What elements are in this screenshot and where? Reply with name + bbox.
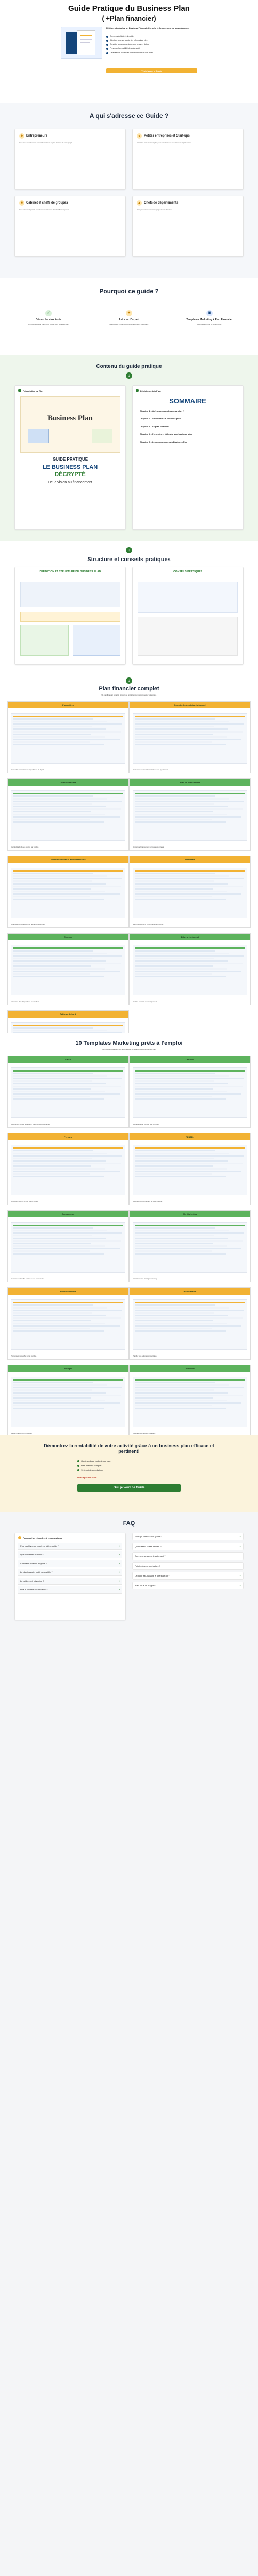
templates-tile-caption: Analyse des forces, faiblesses, opportunités et menaces. <box>11 1123 50 1125</box>
spreadsheet-preview <box>11 713 125 764</box>
templates-tile-head: Persona <box>8 1133 128 1140</box>
templates-tile <box>7 1210 129 1282</box>
structure-left-card <box>14 567 126 665</box>
templates-grid <box>0 1056 258 1435</box>
financial-tile <box>7 856 129 928</box>
checklist-icon: ✓ <box>45 310 52 316</box>
faq-item[interactable] <box>132 1533 244 1540</box>
plus-icon: + <box>239 1545 241 1548</box>
toc-item: Chapitre 4 – Présenter et défendre son business plan <box>140 433 192 435</box>
templates-tile-caption: Calendrier des actions marketing. <box>133 1432 156 1434</box>
contents-left-card <box>14 385 126 530</box>
plus-icon: + <box>119 1545 120 1547</box>
rocket-icon: ➤ <box>137 133 142 139</box>
audience-section <box>0 103 258 278</box>
spreadsheet-preview <box>133 1377 247 1427</box>
spreadsheet-preview <box>11 1222 125 1273</box>
structure-section <box>0 541 258 672</box>
spreadsheet-preview <box>133 1299 247 1350</box>
hero-intro: Rédigez et calculez un Business Plan qui décroche le financement de vos créanciers <box>106 27 190 29</box>
why-item-title: Templates Marketing + Plan Financier <box>186 318 233 321</box>
financial-tile <box>129 856 251 928</box>
contents-right-card <box>132 385 244 530</box>
financial-tile <box>7 778 129 851</box>
spreadsheet-preview <box>133 790 247 841</box>
cta-bullet: Guide pratique du business plan <box>81 1460 111 1462</box>
faq-question: Comment accéder au guide ? <box>20 1562 47 1565</box>
templates-tile-caption: Budget marketing prévisionnel. <box>11 1432 33 1434</box>
spreadsheet-preview <box>11 790 125 841</box>
financial-tile-head: Trésorerie <box>130 856 250 863</box>
plus-icon: + <box>119 1580 120 1582</box>
faq-question: Quel format est le fichier ? <box>20 1553 44 1556</box>
why-item-text: Les conseils d'experts pour éviter les erreurs classiques. <box>109 323 149 325</box>
faq-left-panel <box>14 1533 126 1620</box>
audience-card-title: Petites entreprises et Start-ups <box>144 134 190 138</box>
financial-grid <box>0 701 258 1031</box>
templates-tile-head: Mix Marketing <box>130 1211 250 1217</box>
why-title: Pourquoi ce guide ? <box>99 287 159 295</box>
arrow-down-icon: ↓ <box>126 547 132 553</box>
faq-item[interactable] <box>18 1543 122 1550</box>
faq-item[interactable] <box>18 1560 122 1567</box>
cta-button[interactable]: Oui, je veux ce Guide <box>77 1484 181 1492</box>
spreadsheet-preview <box>133 1222 247 1273</box>
templates-tile-head: Positionnement <box>8 1288 128 1295</box>
guide-cover <box>20 396 120 453</box>
templates-tile-head: Concurrence <box>8 1211 128 1217</box>
financial-intro: Un plan financier complet, structuré et prêt à l'emploi pour présenter votre projet. <box>101 694 157 696</box>
contents-left-label: Présentation du Plan <box>23 389 43 392</box>
audience-card-text: Vous présentez un nouveau projet à votre direction. <box>137 209 172 211</box>
presentation-icon <box>18 389 21 392</box>
audience-card-text: Structurer votre business plan pour convaincre vos investisseurs et partenaires. <box>137 142 191 144</box>
spreadsheet-preview <box>11 1067 125 1118</box>
cta-price: Offre spéciale à 39€ <box>77 1476 97 1479</box>
financial-tile-head: Plan de financement <box>130 779 250 786</box>
hero-bullet: Conduire son argumentaire sans jargon ni détour <box>110 43 150 45</box>
faq-item[interactable] <box>132 1552 244 1560</box>
why-section <box>0 278 258 355</box>
templates-section <box>0 1033 258 1435</box>
faq-left-list <box>18 1543 122 1594</box>
faq-question: Puis-je obtenir une facture ? <box>135 1565 161 1567</box>
toc-item: Chapitre 2 – Structure d'un business plan <box>140 417 181 420</box>
user-icon: ☻ <box>20 134 24 138</box>
template-icon: ▣ <box>206 310 213 316</box>
cta-bullets <box>77 1460 181 1473</box>
templates-tile <box>129 1210 251 1282</box>
toc-item: Chapitre 5 – Les composantes du Business Plan <box>140 440 188 443</box>
audience-card-title: Cabinet et chefs de groupes <box>26 201 68 205</box>
financial-tile-head: Compte de résultat prévisionnel <box>130 702 250 708</box>
cover-foot: De la vision au financement <box>48 481 92 484</box>
financial-tile <box>129 701 251 773</box>
faq-item[interactable] <box>18 1586 122 1594</box>
templates-tile-head: Canevas <box>130 1056 250 1063</box>
hero-subtitle: ( +Plan financier) <box>102 14 156 22</box>
cta-title: Démontrez la rentabilité de votre activité grâce à un business plan efficace et pertinent! <box>44 1443 214 1454</box>
financial-tile-caption: Estimation des charges fixes et variables. <box>11 1001 40 1003</box>
cover-title: Business Plan <box>47 414 93 422</box>
hero-bullet: Détaillez vos besoins et évaluez l'impact de vos choix <box>110 52 153 54</box>
question-icon <box>18 1536 21 1539</box>
toc-item: Chapitre 3 – Le plan financier <box>140 425 169 428</box>
spreadsheet-preview <box>11 1377 125 1427</box>
faq-item[interactable] <box>132 1582 244 1589</box>
hero-image <box>61 27 102 59</box>
financial-tile-caption: Un modèle pour saisir vos hypothèses de départ. <box>11 769 45 771</box>
faq-question: Comment se passe le paiement ? <box>135 1555 166 1557</box>
templates-tile <box>129 1133 251 1205</box>
templates-tile <box>129 1056 251 1128</box>
financial-tile-head: Investissements et amortissements <box>8 856 128 863</box>
templates-tile-head: PESTEL <box>130 1133 250 1140</box>
templates-tile <box>129 1365 251 1437</box>
audience-card-title: Chefs de départements <box>144 201 179 205</box>
financial-tile-head: Tableau de bord <box>8 1011 128 1018</box>
why-item <box>12 310 85 325</box>
financial-tile-caption: Un compte de résultat construit sur vos hypothèses. <box>133 769 169 771</box>
audience-card-text: Vous avez une idée mais pensez à construire le plan financier de votre projet. <box>19 142 73 144</box>
templates-tile <box>7 1133 129 1205</box>
audience-title: A qui s'adresse ce Guide ? <box>89 112 169 120</box>
faq-question: Pour qui s'adresse ce guide ? <box>135 1535 162 1538</box>
hero-bullets <box>106 35 197 56</box>
templates-tile <box>7 1287 129 1360</box>
plus-icon: + <box>239 1565 241 1567</box>
cta-section <box>0 1435 258 1512</box>
templates-intro: Des modèles marketing pour accompagner la rédaction de votre business plan. <box>102 1048 156 1050</box>
briefcase-icon: ■ <box>19 200 24 206</box>
templates-tile <box>7 1056 129 1128</box>
hero-bullet: Présenter la rentabilité de votre projet <box>110 47 140 49</box>
financial-tile <box>7 933 129 1005</box>
hero-cta-button[interactable]: Télécharger le Guide <box>106 68 197 73</box>
financial-tile-caption: Calcul détaillé de vos ventes par produit. <box>11 846 39 848</box>
cover-accent: DÉCRYPTÉ <box>55 471 86 478</box>
templates-tile-head: Calendrier <box>130 1365 250 1372</box>
financial-tile-caption: Un plan de financement sur plusieurs années. <box>133 846 165 848</box>
templates-tile <box>7 1365 129 1437</box>
faq-item[interactable] <box>132 1572 244 1580</box>
spreadsheet-preview <box>133 1145 247 1195</box>
faq-item[interactable] <box>132 1562 244 1570</box>
templates-tile-caption: Positionnez votre offre sur le marché. <box>11 1355 37 1357</box>
plus-icon: + <box>119 1562 120 1565</box>
financial-tile-head: Bilan prévisionnel <box>130 934 250 940</box>
why-item-text: Des modèles prêts à l'emploi inclus. <box>197 323 222 325</box>
audience-card-text: Vous intervenez pour le compte de vos clients et devez chiffrer un projet. <box>19 209 69 211</box>
faq-question: Puis-je modifier les modèles ? <box>20 1588 48 1591</box>
financial-tile-head: Charges <box>8 934 128 940</box>
templates-tile <box>129 1287 251 1360</box>
templates-tile-head: Budget <box>8 1365 128 1372</box>
templates-tile-caption: Comparez votre offre à celle de vos concurrents. <box>11 1278 44 1280</box>
financial-tile <box>7 701 129 773</box>
department-icon: ▲ <box>137 200 142 206</box>
faq-question: Quelle est la durée d'accès ? <box>135 1545 162 1548</box>
financial-tile <box>129 933 251 1005</box>
contents-section <box>0 355 258 541</box>
plus-icon: + <box>239 1555 241 1557</box>
audience-card <box>132 129 244 190</box>
faq-question: Le guide est-il mis à jour ? <box>20 1580 44 1582</box>
spreadsheet-preview <box>133 713 247 764</box>
faq-section <box>0 1512 258 2576</box>
spreadsheet-preview <box>133 868 247 918</box>
spreadsheet-preview <box>11 945 125 995</box>
spreadsheet-preview <box>11 1299 125 1350</box>
contents-right-label: Déploiement du Plan <box>140 389 161 392</box>
templates-tile-caption: Planifiez vos actions commerciales. <box>133 1355 157 1357</box>
templates-title: 10 Templates Marketing prêts à l'emploi <box>75 1040 183 1046</box>
financial-section <box>0 672 258 1033</box>
arrow-down-icon: ↓ <box>126 372 132 379</box>
financial-tile <box>129 778 251 851</box>
templates-tile-caption: Définissez le profil de vos clients cibles. <box>11 1200 38 1202</box>
templates-tile-head: SWOT <box>8 1056 128 1063</box>
why-item-text: Un guide étape par étape pour rédiger votre business plan. <box>28 323 69 325</box>
financial-tile-caption: Suivi mensuel de la trésorerie de l'entreprise. <box>133 923 164 925</box>
financial-tile-head: Paramètres <box>8 702 128 708</box>
toc-item: Chapitre 1 – Qu'est-ce qu'un business plan ? <box>140 410 184 412</box>
financial-title: Plan financier complet <box>99 686 159 692</box>
faq-item[interactable] <box>18 1569 122 1576</box>
financial-tile-caption: Un bilan construit automatiquement. <box>133 1001 158 1003</box>
structure-title: Structure et conseils pratiques <box>87 556 171 563</box>
faq-item[interactable] <box>18 1551 122 1558</box>
cover-big: LE BUSINESS PLAN <box>42 464 98 470</box>
audience-card <box>14 196 126 257</box>
financial-tile-head: Chiffre d'affaires <box>8 779 128 786</box>
structure-right-title: CONSEILS PRATIQUES <box>173 570 202 573</box>
plus-icon: + <box>119 1571 120 1573</box>
hero-section <box>0 0 258 103</box>
faq-question: Pour quel type de projet est fait ce guide ? <box>20 1545 59 1547</box>
audience-card <box>14 129 126 190</box>
faq-question: Avez-vous un support ? <box>135 1584 156 1587</box>
plus-icon: + <box>239 1574 241 1577</box>
toc-list <box>140 410 236 448</box>
templates-tile-caption: Business Model Canvas prêt à remplir. <box>133 1123 159 1125</box>
audience-card-title: Entrepreneurs <box>26 134 48 138</box>
lightbulb-icon: ★ <box>126 310 132 316</box>
faq-title: FAQ <box>123 1520 135 1527</box>
faq-left-head: Pourquoi les répondrez à vos questions <box>23 1536 62 1539</box>
hero-bullet: Comprendre l'intérêt du guide <box>110 35 134 37</box>
templates-tile-caption: Structurez votre stratégie marketing. <box>133 1278 158 1280</box>
cta-bullet: 10 templates marketing <box>81 1469 103 1471</box>
why-item <box>173 310 246 325</box>
plus-icon: + <box>119 1588 120 1591</box>
cta-bullet: Plan financier complet <box>81 1464 102 1467</box>
faq-item[interactable] <box>18 1578 122 1585</box>
faq-right-list <box>132 1533 244 1620</box>
financial-tile-caption: Détail des immobilisations et des amortissements. <box>11 923 45 925</box>
deployment-icon <box>136 389 139 392</box>
spreadsheet-preview <box>133 1067 247 1118</box>
spreadsheet-preview <box>11 1145 125 1195</box>
plus-icon: + <box>119 1553 120 1556</box>
plus-icon: + <box>239 1535 241 1538</box>
faq-item[interactable] <box>132 1543 244 1550</box>
templates-tile-head: Plan d'action <box>130 1288 250 1295</box>
spreadsheet-preview <box>133 945 247 995</box>
arrow-down-icon: ↓ <box>126 677 132 684</box>
toc-title: SOMMAIRE <box>169 397 206 405</box>
templates-tile-caption: Analysez l'environnement de votre marché. <box>133 1200 163 1202</box>
faq-question: Le guide est-il adapté à une start-up ? <box>135 1574 170 1577</box>
cover-sub: GUIDE PRATIQUE <box>52 457 88 462</box>
hero-bullet: Attention à ne pas oublier les informations clés <box>110 39 148 41</box>
audience-card <box>132 196 244 257</box>
hero-title: Guide Pratique du Business Plan <box>68 4 190 13</box>
structure-left-title: DÉFINITION ET STRUCTURE DU BUSINESS PLAN <box>39 570 101 573</box>
plus-icon: + <box>239 1584 241 1587</box>
contents-title: Contenu du guide pratique <box>96 364 162 369</box>
why-item-title: Démarche structurée <box>35 318 62 321</box>
spreadsheet-preview <box>11 868 125 918</box>
structure-right-card <box>132 567 244 665</box>
why-item-title: Astuces d'expert <box>118 318 140 321</box>
faq-question: Le plan financier est-il compatible ? <box>20 1571 53 1573</box>
why-item <box>93 310 165 325</box>
